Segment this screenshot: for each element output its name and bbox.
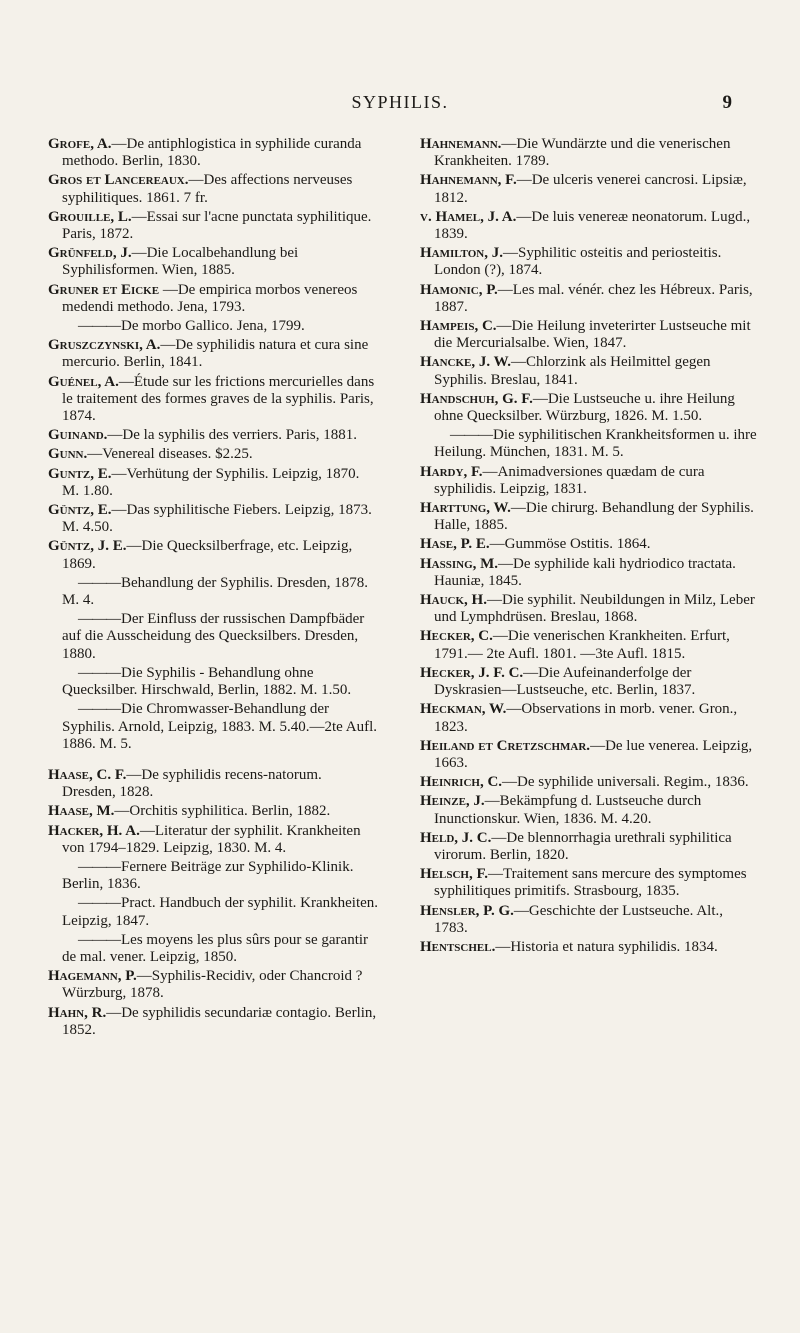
bibliography-entry	[420, 536, 760, 553]
entry-text: —Das syphilitische Fiebers. Leipzig, 1873. M. 4.50.	[62, 502, 372, 536]
author-name: Güntz, E.	[48, 502, 112, 519]
left-column	[48, 136, 378, 1041]
bibliography-entry	[48, 859, 378, 893]
bibliography-entry	[420, 556, 760, 590]
bibliography-entry	[420, 866, 760, 900]
bibliography-entry	[420, 500, 760, 534]
bibliography-entry	[48, 968, 378, 1002]
entry-text: —Chlorzink als Heilmittel gegen Syphilis. Breslau, 1841.	[434, 354, 711, 388]
bibliography-entry	[420, 628, 760, 662]
bibliography-entry	[420, 774, 760, 791]
author-name: Guénel, A.	[48, 373, 119, 390]
author-name: Hardy, F.	[420, 463, 483, 480]
bibliography-entry	[48, 466, 378, 500]
entry-text: Die Chromwasser-Behandlung der Syphilis. Arnold, Leipzig, 1883. M. 5.40.—2te Aufl. 1886. M. 5.	[62, 701, 377, 752]
author-name: Gunn.	[48, 446, 88, 463]
entry-text: —Syphilis-Recidiv, oder Chancroid ? Würzburg, 1878.	[62, 968, 363, 1002]
entry-text: Die Syphilis - Behandlung ohne Quecksilber. Hirschwald, Berlin, 1882. M. 1.50.	[62, 664, 352, 699]
author-name: Haase, M.	[48, 803, 115, 820]
page-number: 9	[722, 92, 732, 113]
bibliography-entry	[48, 374, 378, 426]
author-name: Grofe, A.	[48, 136, 112, 152]
bibliography-entry	[420, 172, 760, 206]
author-name: Helsch, F.	[420, 866, 488, 883]
author-name: Hase, P. E.	[420, 536, 490, 553]
entry-text: Pract. Handbuch der syphilit. Krankheiten. Leipzig, 1847.	[62, 895, 379, 929]
author-name: Hassing, M.	[420, 555, 499, 572]
bibliography-entry	[420, 209, 760, 243]
entry-text: Behandlung der Syphilis. Dresden, 1878. M. 4.	[62, 574, 369, 609]
bibliography-entry	[48, 318, 378, 335]
author-name: Haase, C. F.	[48, 766, 127, 783]
entry-text: —Traitement sans mercure des symptomes syphilitiques primitifs. Strasbourg, 1835.	[434, 866, 747, 900]
author-name: Güntz, J. E.	[48, 538, 127, 555]
author-name: Heinrich, C.	[420, 774, 503, 791]
entry-text: —Des affections nerveuses syphilitiques. 1861. 7 fr.	[62, 172, 353, 206]
bibliography-entry	[420, 136, 760, 170]
entry-text: De morbo Gallico. Jena, 1799.	[121, 318, 305, 335]
entry-text: —De blennorrhagia urethrali syphilitica virorum. Berlin, 1820.	[434, 829, 732, 863]
author-name: Heiland et Cretzschmar.	[420, 737, 591, 754]
entry-text: —De syphilidis recens-natorum. Dresden, 1828.	[62, 766, 322, 801]
entry-text: —Geschichte der Lustseuche. Alt., 1783.	[434, 902, 723, 936]
entry-text: —Orchitis syphilitica. Berlin, 1882.	[114, 803, 331, 820]
author-name: Held, J. C.	[420, 829, 492, 846]
entry-text: —Observations in morb. vener. Gron., 1823.	[434, 701, 738, 735]
author-name: Hahnemann, F.	[420, 172, 517, 189]
author-name: Grouille, L.	[48, 208, 132, 225]
entry-text: —De ulceris venerei cancrosi. Lipsiæ, 1812.	[434, 172, 747, 206]
entry-text: —Syphilitic osteitis and periosteitis. London (?), 1874.	[434, 245, 722, 279]
bibliography-entry	[420, 830, 760, 864]
bibliography-entry	[48, 446, 378, 463]
entry-text: —Die Quecksilberfrage, etc. Leipzig, 1869.	[62, 538, 353, 572]
bibliography-entry	[48, 337, 378, 371]
author-name: Hagemann, P.	[48, 968, 137, 985]
entry-text: —Venereal diseases. $2.25.	[87, 446, 253, 463]
bibliography-entry	[48, 538, 378, 572]
entry-text: —Die venerischen Krankheiten. Erfurt, 1791.— 2te Aufl. 1801. —3te Aufl. 1815.	[434, 628, 730, 662]
entry-text: —Die Localbehandlung bei Syphilisformen. Wien, 1885.	[62, 245, 299, 279]
bibliography-entry	[420, 464, 760, 498]
bibliography-entry	[48, 1005, 378, 1039]
bibliography-entry	[48, 803, 378, 820]
entry-text: Fernere Beiträge zur Syphilido-Klinik. Berlin, 1836.	[62, 858, 354, 893]
entry-text: —Verhütung der Syphilis. Leipzig, 1870. M. 1.80.	[62, 465, 360, 499]
bibliography-entry	[48, 136, 378, 170]
entry-text: —Historia et natura syphilidis. 1834.	[495, 938, 718, 955]
author-name: Gruner et Eicke	[48, 281, 160, 298]
bibliography-entry	[420, 427, 760, 461]
entry-text: —Essai sur l'acne punctata syphilitique. Paris, 1872.	[62, 208, 372, 243]
entry-text: Les moyens les plus sûrs pour se garantir de mal. vener. Leipzig, 1850.	[62, 931, 369, 965]
entry-text: —Étude sur les frictions mercurielles dans le traitement des formes graves de la syphilis. Paris, 1874.	[62, 373, 375, 425]
author-name: Hancke, J. W.	[420, 354, 511, 371]
entry-text: —Die Heilung inveterirter Lustseuche mit die Mercurialsalbe. Wien, 1847.	[434, 318, 751, 352]
bibliography-entry	[420, 354, 760, 388]
bibliography-entry	[48, 932, 378, 966]
entry-text: —Die chirurg. Behandlung der Syphilis. Halle, 1885.	[434, 500, 754, 534]
bibliography-entry	[48, 611, 378, 663]
author-name: Hecker, C.	[420, 628, 493, 645]
entry-text: Der Einfluss der russischen Dampfbäder auf die Ausscheidung des Quecksilbers. Dresden, 1880.	[62, 611, 365, 662]
author-name: Hamonic, P.	[420, 281, 498, 298]
bibliography-entry	[48, 282, 378, 316]
bibliography-entry	[48, 665, 378, 699]
bibliography-entry	[48, 895, 378, 929]
bibliography-entry	[48, 245, 378, 279]
author-name: Hauck, H.	[420, 592, 487, 609]
bibliography-entry	[420, 939, 760, 956]
bibliography-entry	[420, 665, 760, 699]
author-name: v. Hamel, J. A.	[420, 208, 517, 225]
entry-text: —Die Wundärzte und die venerischen Krankheiten. 1789.	[434, 136, 731, 170]
entry-text: —Gummöse Ostitis. 1864.	[489, 536, 651, 553]
page-header	[0, 92, 800, 116]
entry-text: —Die syphilit. Neubildungen in Milz, Leber und Lymphdrüsen. Breslau, 1868.	[434, 592, 755, 626]
bibliography-entry	[420, 701, 760, 735]
bibliography-entry	[420, 592, 760, 626]
entry-text: —De luis venereæ neonatorum. Lugd., 1839.	[434, 208, 751, 243]
entry-text: Die syphilitischen Krankheitsformen u. ihre Heilung. München, 1831. M. 5.	[434, 427, 757, 461]
author-name: Hampeis, C.	[420, 318, 497, 335]
entry-text: —Literatur der syphilit. Krankheiten von 1794–1829. Leipzig, 1830. M. 4.	[62, 822, 361, 856]
author-name: Hentschel.	[420, 938, 496, 955]
author-name: Guntz, E.	[48, 465, 112, 482]
bibliography-entry	[48, 701, 378, 753]
bibliography-entry	[48, 767, 378, 801]
bibliography-entry	[420, 282, 760, 316]
author-name: Gruszczynski, A.	[48, 337, 161, 354]
bibliography-entry	[48, 823, 378, 857]
entry-text: —De lue venerea. Leipzig, 1663.	[434, 737, 753, 771]
entry-text: —De la syphilis des verriers. Paris, 1881.	[107, 427, 357, 444]
entry-text: —Bekämpfung d. Lustseuche durch Inunctionskur. Wien, 1836. M. 4.20.	[434, 793, 702, 827]
bibliography-entry	[420, 793, 760, 827]
entry-text: —Die Lustseuche u. ihre Heilung ohne Quecksilber. Würzburg, 1826. M. 1.50.	[434, 390, 735, 425]
entry-text: —Animadversiones quædam de cura syphilidis. Leipzig, 1831.	[434, 463, 705, 497]
bibliography-entry	[48, 427, 378, 444]
entry-text: —De syphilidis natura et cura sine mercurio. Berlin, 1841.	[62, 337, 369, 371]
bibliography-entry	[420, 738, 760, 772]
author-name: Hamilton, J.	[420, 245, 503, 262]
bibliography-entry	[420, 903, 760, 937]
author-name: Handschuh, G. F.	[420, 390, 533, 407]
entry-text: —De syphilide universali. Regim., 1836.	[502, 774, 749, 791]
entry-text: —De syphilidis secundariæ contagio. Berlin, 1852.	[62, 1004, 377, 1038]
right-column	[420, 136, 760, 958]
entry-text: —Les mal. vénér. chez les Hébreux. Paris, 1887.	[434, 281, 753, 315]
author-name: Hahn, R.	[48, 1004, 107, 1021]
bibliography-entry	[420, 318, 760, 352]
author-name: Hensler, P. G.	[420, 902, 514, 919]
bibliography-entry	[420, 391, 760, 425]
bibliography-entry	[48, 209, 378, 243]
author-name: Grünfeld, J.	[48, 245, 132, 262]
author-name: Heckman, W.	[420, 701, 507, 718]
entry-text: —De antiphlogistica in syphilide curanda methodo. Berlin, 1830.	[62, 136, 362, 170]
author-name: Harttung, W.	[420, 500, 511, 517]
entry-text: —De syphilide kali hydriodico tractata. Hauniæ, 1845.	[434, 555, 736, 589]
bibliography-entry	[48, 502, 378, 536]
bibliography-entry	[48, 172, 378, 206]
author-name: Hahnemann.	[420, 136, 502, 152]
bibliography-entry	[48, 575, 378, 609]
author-name: Heinze, J.	[420, 793, 485, 810]
running-title: SYPHILIS.	[351, 92, 449, 112]
entry-text: —De empirica morbos venereos medendi methodo. Jena, 1793.	[62, 281, 358, 315]
bibliography-entry	[420, 245, 760, 279]
author-name: Hecker, J. F. C.	[420, 664, 524, 681]
author-name: Guinand.	[48, 427, 108, 444]
author-name: Gros et Lancereaux.	[48, 172, 189, 189]
entry-text: —Die Aufeinanderfolge der Dyskrasien—Lustseuche, etc. Berlin, 1837.	[434, 664, 696, 699]
author-name: Hacker, H. A.	[48, 822, 140, 839]
